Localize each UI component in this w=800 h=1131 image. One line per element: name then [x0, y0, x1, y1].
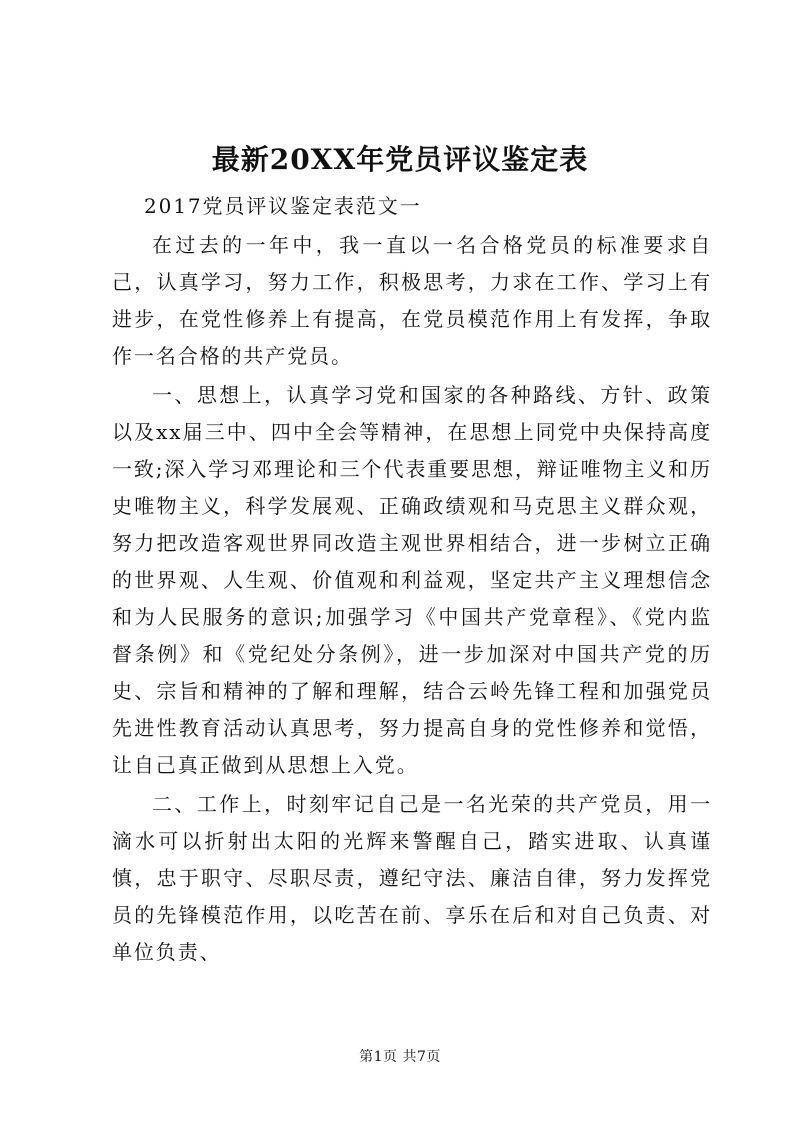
paragraph-work: 二、工作上，时刻牢记自己是一名光荣的共产党员，用一滴水可以折射出太阳的光辉来警醒自己，踏实进取、认真谨慎，忠于职守、尽职尽责，遵纪守法、廉洁自律，努力发挥党员的先锋模范作用，以吃苦在前、享乐在后和对自己负责、对单位负责、 — [112, 792, 712, 964]
document-title: 最新20XX年党员评议鉴定表 — [211, 143, 589, 176]
paragraph-intro: 在过去的一年中，我一直以一名合格党员的标准要求自己，认真学习，努力工作，积极思考，力求在工作、学习上有进步，在党性修养上有提高，在党员模范作用上有发挥，争取作一名合格的共产党员。 — [112, 233, 712, 368]
document-subtitle: 2017党员评议鉴定表范文一 — [144, 194, 422, 218]
paragraph-ideology: 一、思想上，认真学习党和国家的各种路线、方针、政策以及xx届三中、四中全会等精神，在思想上同党中央保持高度一致;深入学习邓理论和三个代表重要思想，辩证唯物主义和历史唯物主义，科学发展观、正确政绩观和马克思主义群众观，努力把改造客观世界同改造主观世界相结合，进一步树立正确的世界观、人生观、价值观和利益观，坚定共产主义理想信念和为人民服务的意识;加强学习《中国共产党章程》、《党内监督条例》和《党纪处分条例》，进一步加深对中国共产党的历史、宗旨和精神的了解和理解，结合云岭先锋工程和加强党员先进性教育活动认真思考，努力提高自身的党性修养和觉悟，让自己真正做到从思想上入党。 — [112, 383, 712, 777]
page-footer: 第1页 共7页 — [359, 1049, 441, 1065]
document-body — [112, 188, 712, 971]
